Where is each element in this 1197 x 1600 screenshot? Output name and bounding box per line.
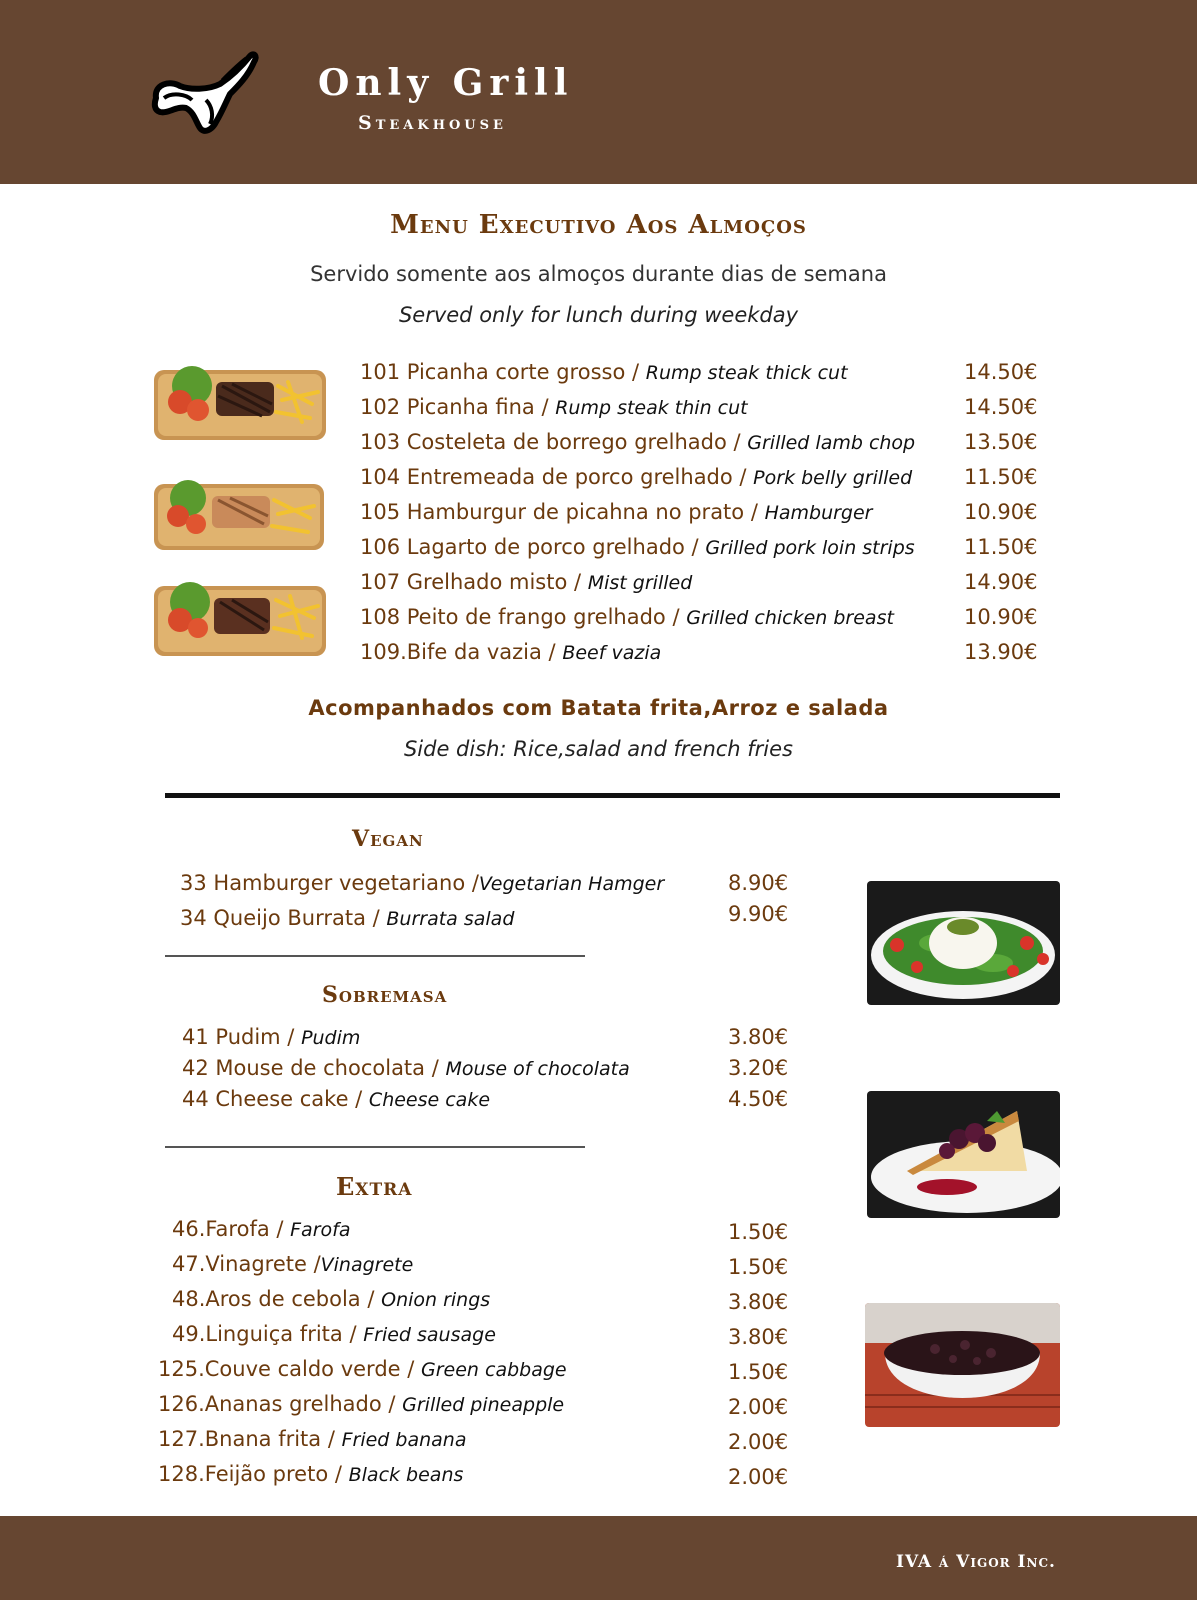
- executive-subtitle-pt: Servido somente aos almoços durante dias de semana: [310, 262, 887, 286]
- dessert-title: Sobremasa: [322, 982, 448, 1008]
- vegan-title: Vegan: [352, 826, 424, 852]
- side-dish-pt: Acompanhados com Batata frita,Arroz e salada: [308, 696, 889, 720]
- list-item: 42 Mouse de chocolata / Mouse of chocolata: [182, 1056, 630, 1080]
- burrata-salad-photo: [867, 881, 1060, 1005]
- item-price: 13.50€: [964, 430, 1038, 454]
- list-item: 41 Pudim / Pudim: [182, 1025, 361, 1049]
- list-item: 107 Grelhado misto / Mist grilled: [360, 570, 693, 594]
- list-item: 102 Picanha fina / Rump steak thin cut: [360, 395, 748, 419]
- list-item: 106 Lagarto de porco grelhado / Grilled pork loin strips: [360, 535, 915, 559]
- section-divider: [165, 793, 1060, 798]
- extra-title: Extra: [336, 1172, 413, 1201]
- list-item: 108 Peito de frango grelhado / Grilled chicken breast: [360, 605, 894, 629]
- list-item: 33 Hamburger vegetariano /Vegetarian Hamger: [180, 871, 665, 895]
- brand-subtitle: Steakhouse: [358, 112, 507, 134]
- item-price: 3.80€: [728, 1325, 789, 1349]
- item-price: 14.50€: [964, 395, 1038, 419]
- list-item: 126.Ananas grelhado / Grilled pineapple: [158, 1392, 565, 1416]
- side-dish-en: Side dish: Rice,salad and french fries: [403, 737, 794, 761]
- section-divider: [165, 955, 585, 957]
- footer-note: IVA á Vigor Inc.: [896, 1552, 1056, 1572]
- cheesecake-photo: [867, 1091, 1060, 1218]
- item-price: 1.50€: [728, 1255, 789, 1279]
- item-price: 4.50€: [728, 1087, 789, 1111]
- item-price: 10.90€: [964, 605, 1038, 629]
- item-price: 2.00€: [728, 1465, 789, 1489]
- list-item: 48.Aros de cebola / Onion rings: [172, 1287, 491, 1311]
- item-price: 2.00€: [728, 1430, 789, 1454]
- list-item: 109.Bife da vazia / Beef vazia: [360, 640, 662, 664]
- grilled-steak-plate-photo: [152, 356, 328, 446]
- item-price: 3.20€: [728, 1056, 789, 1080]
- item-price: 1.50€: [728, 1360, 789, 1384]
- list-item: 49.Linguiça frita / Fried sausage: [172, 1322, 496, 1346]
- list-item: 47.Vinagrete /Vinagrete: [172, 1252, 414, 1276]
- item-price: 2.00€: [728, 1395, 789, 1419]
- executive-menu-title: Menu Executivo Aos Almoços: [390, 210, 807, 240]
- list-item: 104 Entremeada de porco grelhado / Pork belly grilled: [360, 465, 913, 489]
- executive-subtitle-en: Served only for lunch during weekday: [398, 303, 799, 327]
- list-item: 127.Bnana frita / Fried banana: [158, 1427, 467, 1451]
- item-price: 1.50€: [728, 1220, 789, 1244]
- list-item: 101 Picanha corte grosso / Rump steak thick cut: [360, 360, 848, 384]
- list-item: 105 Hamburgur de picahna no prato / Hamburger: [360, 500, 873, 524]
- list-item: 103 Costeleta de borrego grelhado / Grilled lamb chop: [360, 430, 916, 454]
- item-price: 11.50€: [964, 535, 1038, 559]
- list-item: 44 Cheese cake / Cheese cake: [182, 1087, 491, 1111]
- item-price: 9.90€: [728, 902, 789, 926]
- item-price: 13.90€: [964, 640, 1038, 664]
- item-price: 11.50€: [964, 465, 1038, 489]
- item-price: 10.90€: [964, 500, 1038, 524]
- mixed-grill-plate-photo: [152, 572, 328, 662]
- pork-belly-plate-photo: [152, 472, 328, 556]
- brand-name: Only Grill: [318, 62, 574, 104]
- bull-logo-icon: [150, 50, 260, 138]
- list-item: 46.Farofa / Farofa: [172, 1217, 351, 1241]
- item-price: 8.90€: [728, 871, 789, 895]
- list-item: 125.Couve caldo verde / Green cabbage: [158, 1357, 567, 1381]
- black-beans-photo: [865, 1303, 1060, 1427]
- item-price: 14.90€: [964, 570, 1038, 594]
- item-price: 3.80€: [728, 1290, 789, 1314]
- list-item: 34 Queijo Burrata / Burrata salad: [180, 906, 515, 930]
- item-price: 3.80€: [728, 1025, 789, 1049]
- item-price: 14.50€: [964, 360, 1038, 384]
- section-divider: [165, 1146, 585, 1148]
- list-item: 128.Feijão preto / Black beans: [158, 1462, 464, 1486]
